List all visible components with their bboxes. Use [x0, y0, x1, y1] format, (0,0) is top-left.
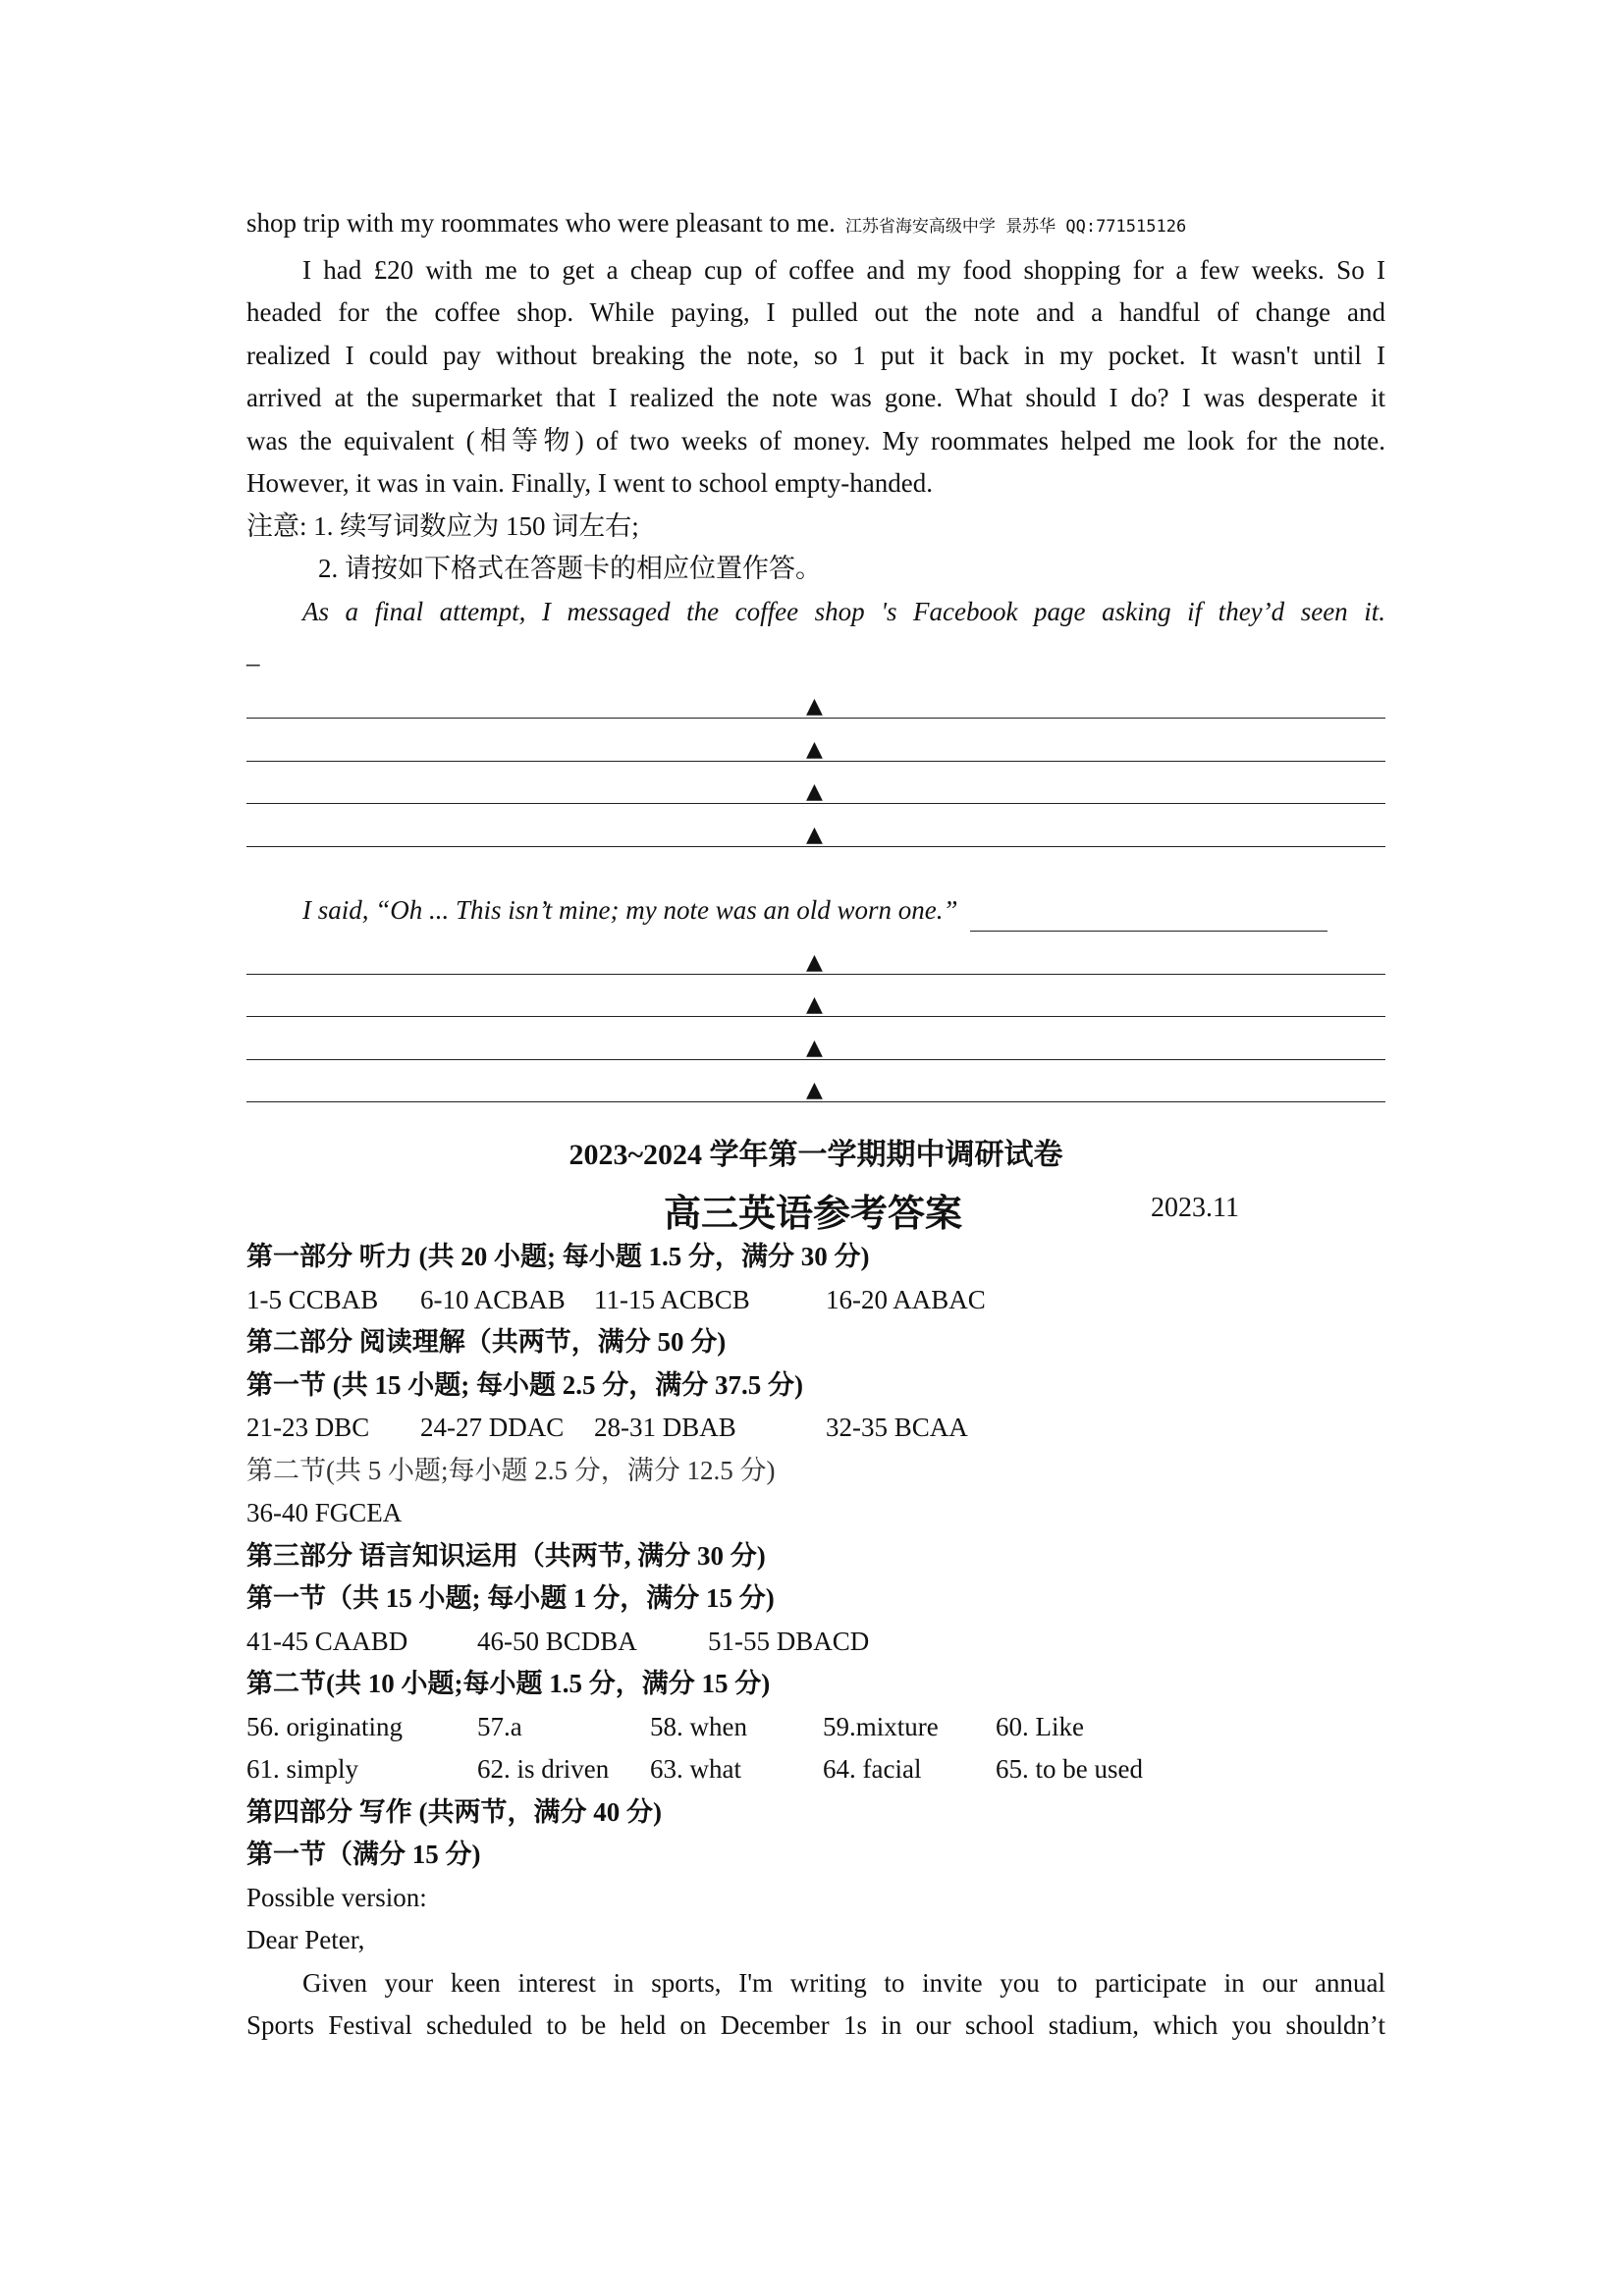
answer-group: 28-31 DBAB: [594, 1413, 736, 1442]
answer-row: [246, 1706, 1385, 1749]
answer-item: 56. originating: [246, 1711, 403, 1741]
answer-item: 60. Like: [996, 1711, 1084, 1741]
answer-group: 32-35 BCAA: [826, 1413, 968, 1442]
answer-item: 62. is driven: [477, 1754, 610, 1784]
answer-group: 46-50 BCDBA: [477, 1626, 637, 1656]
answer-item: 63. what: [650, 1754, 741, 1784]
triangle-icon: ▲: [806, 1035, 823, 1060]
answer-item: 59.mixture: [823, 1711, 939, 1741]
answer-group: 16-20 AABAC: [826, 1284, 986, 1314]
answer-group: 41-45 CAABD: [246, 1626, 408, 1656]
writing-line: [246, 1060, 1385, 1103]
passage-paragraph-line: arrived at the supermarket that I realized the note was gone. What should I do? I was desperate it: [246, 383, 1385, 412]
prompt-dash: _: [246, 639, 260, 668]
answer-group: 1-5 CCBAB: [246, 1284, 379, 1314]
writing-line: [246, 762, 1385, 805]
writing-area-2: [246, 932, 1385, 1102]
triangle-icon: ▲: [806, 1078, 823, 1102]
answer-subtitle: 高三英语参考答案: [664, 1192, 963, 1235]
section-heading: 第四部分 写作 (共两节，满分 40 分): [246, 1796, 662, 1827]
answer-row: [246, 1407, 1385, 1450]
passage-line-1: [246, 202, 1385, 249]
section-heading: 第一节（满分 15 分): [246, 1840, 481, 1869]
answer-row: [246, 1748, 1385, 1791]
triangle-icon: ▲: [806, 694, 823, 719]
prompt-2: [246, 889, 1385, 933]
answer-item: 64. facial: [823, 1754, 922, 1784]
answer-row: [246, 1621, 1385, 1664]
writing-line: [246, 975, 1385, 1018]
letter-line: Given your keen interest in sports, I'm writing to invite you to participate in our annual: [302, 1967, 1385, 1998]
passage-paragraph-line: headed for the coffee shop. While paying, I pulled out the note and a handful of change and: [246, 297, 1385, 327]
answer-item: 57.a: [477, 1711, 522, 1741]
possible-version-label: Possible version:: [246, 1882, 427, 1912]
answer-subtitle-row: [246, 1179, 1385, 1236]
answer-item: 58. when: [650, 1711, 747, 1741]
section-heading: 第二节(共 10 小题;每小题 1.5 分，满分 15 分): [246, 1669, 771, 1698]
answer-group: 24-27 DDAC: [420, 1413, 565, 1442]
answer-row: [246, 1279, 1385, 1322]
answer-row: 36-40 FGCEA: [246, 1498, 403, 1527]
answer-group: 51-55 DBACD: [708, 1626, 870, 1656]
section-heading: 第二节(共 5 小题;每小题 2.5 分，满分 12.5 分): [246, 1455, 776, 1485]
answer-group: 11-15 ACBCB: [594, 1284, 750, 1314]
writing-line: [246, 804, 1385, 847]
answer-title: 2023~2024 学年第一学期期中调研试卷: [568, 1139, 1063, 1171]
passage-text: shop trip with my roommates who were pleasant to me.: [246, 208, 836, 238]
section-heading: 第二部分 阅读理解（共两节，满分 50 分): [246, 1327, 727, 1357]
answer-group: 6-10 ACBAB: [420, 1284, 566, 1314]
triangle-icon: ▲: [806, 949, 823, 975]
triangle-icon: ▲: [806, 736, 823, 762]
writing-line: [246, 1017, 1385, 1060]
letter-greeting: Dear Peter,: [246, 1925, 365, 1954]
answer-item: 61. simply: [246, 1754, 359, 1784]
answer-group: 21-23 DBC: [246, 1413, 370, 1442]
triangle-icon: ▲: [806, 822, 823, 847]
writing-line: [246, 676, 1385, 720]
answer-date: 2023.11: [1151, 1193, 1239, 1223]
prompt-2-text: I said, “Oh ... This isn’t mine; my note was an old worn one.”: [302, 894, 958, 925]
prompt-1: As a final attempt, I messaged the coffee shop 's Facebook page asking if they’d seen it.: [302, 596, 1385, 626]
section-heading: 第三部分 语言知识运用（共两节, 满分 30 分): [246, 1540, 766, 1571]
passage-paragraph-line: However, it was in vain. Finally, I went to school empty-handed.: [246, 468, 934, 498]
answer-item: 65. to be used: [996, 1754, 1143, 1784]
section-heading: 第一节 (共 15 小题; 每小题 2.5 分，满分 37.5 分): [246, 1369, 803, 1400]
triangle-icon: ▲: [806, 992, 823, 1017]
passage-paragraph-line: realized I could pay without breaking the note, so 1 put it back in my pocket. It wasn't until I: [246, 340, 1385, 370]
section-heading: 第一部分 听力 (共 20 小题; 每小题 1.5 分，满分 30 分): [246, 1242, 870, 1271]
prompt-2-blank: [970, 901, 1327, 932]
writing-line: [246, 932, 1385, 975]
note-2: 2. 请按如下格式在答题卡的相应位置作答。: [318, 554, 822, 583]
passage-paragraph-line: was the equivalent (相等物) of two weeks of money. My roommates helped me look for the note.: [246, 425, 1385, 455]
letter-line: Sports Festival scheduled to be held on December 1s in our school stadium, which you shouldn’t: [246, 2010, 1385, 2040]
passage-paragraph-line: I had £20 with me to get a cheap cup of coffee and my food shopping for a few weeks. So I: [302, 254, 1385, 285]
section-heading: 第一节（共 15 小题; 每小题 1 分，满分 15 分): [246, 1583, 775, 1613]
document-page: [246, 202, 1385, 2048]
note-1: 注意: 1. 续写词数应为 150 词左右;: [246, 510, 639, 541]
writing-line: [246, 719, 1385, 762]
writing-area-1: [246, 676, 1385, 847]
watermark: 江苏省海安高级中学 景苏华 QQ:771515126: [844, 217, 1187, 237]
triangle-icon: ▲: [806, 779, 823, 804]
